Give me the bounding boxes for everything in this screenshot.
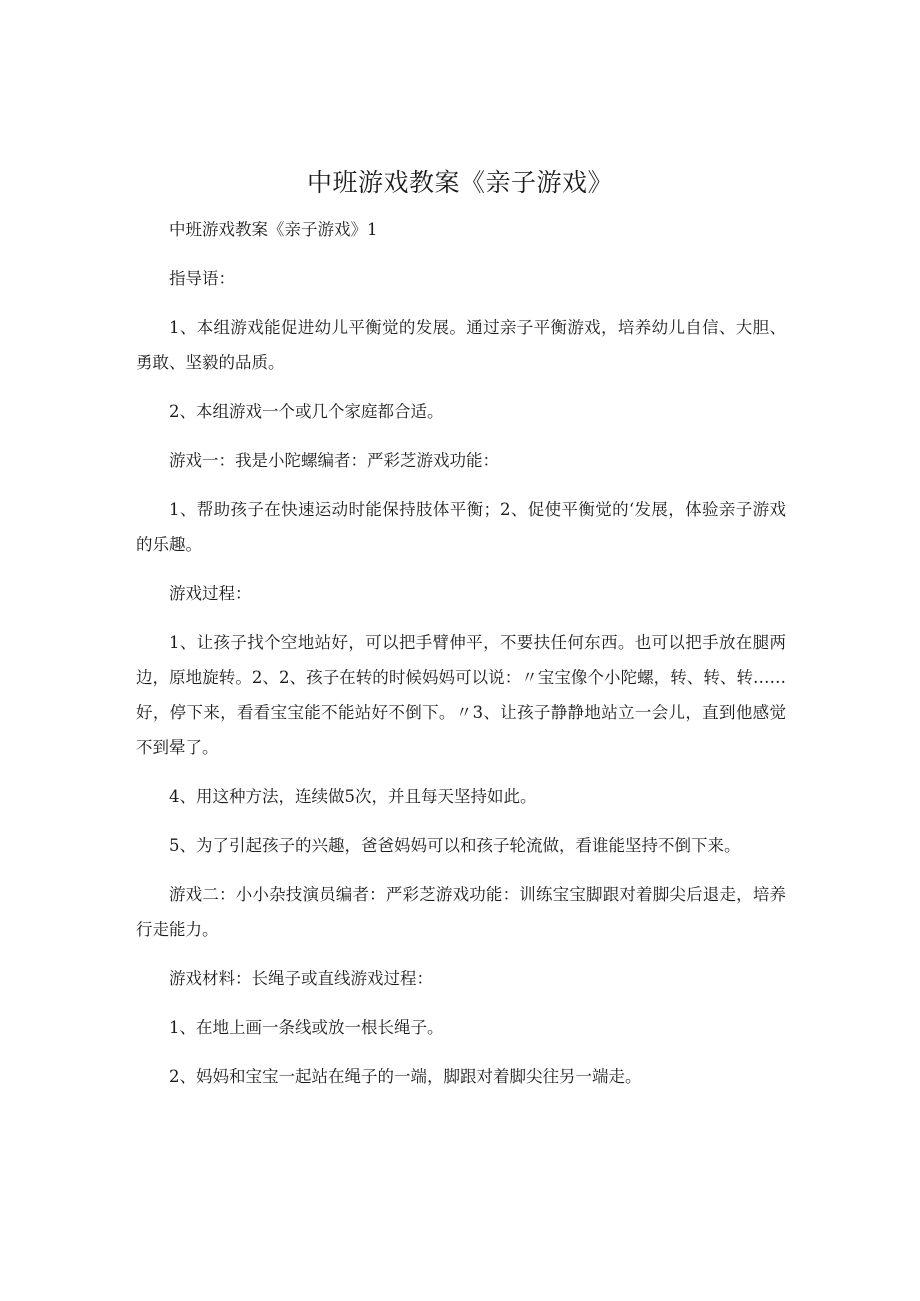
document-body <box>136 212 786 1108</box>
paragraph: 5、为了引起孩子的兴趣，爸爸妈妈可以和孩子轮流做，看谁能坚持不倒下来。 <box>169 836 741 855</box>
paragraph: 游戏过程： <box>169 584 252 603</box>
paragraph: 1、让孩子找个空地站好，可以把手臂伸平，不要扶任何东西。也可以把手放在腿两边，原地旋转。2、2、孩子在转的时候妈妈可以说：〃宝宝像个小陀螺，转、转、转……好，停下来，看看宝宝能不能站好不倒下。〃3、让孩子静静地站立一会儿，直到他感觉不到晕了。 <box>136 633 786 757</box>
paragraph: 指导语： <box>169 269 235 288</box>
paragraph: 游戏二：小小杂技演员编者：严彩芝游戏功能：训练宝宝脚跟对着脚尖后退走，培养行走能力。 <box>136 885 786 939</box>
paragraph: 1、在地上画一条线或放一根长绳子。 <box>169 1018 444 1037</box>
paragraph: 中班游戏教案《亲子游戏》1 <box>169 220 378 239</box>
paragraph: 游戏一：我是小陀螺编者：严彩芝游戏功能： <box>169 451 499 470</box>
paragraph: 游戏材料：长绳子或直线游戏过程： <box>169 969 433 988</box>
paragraph: 4、用这种方法，连续做5次，并且每天坚持如此。 <box>169 787 537 806</box>
paragraph: 1、帮助孩子在快速运动时能保持肢体平衡；2、促使平衡觉的‘发展，体验亲子游戏的乐趣。 <box>136 500 786 554</box>
document-title: 中班游戏教案《亲子游戏》 <box>306 168 613 197</box>
paragraph: 2、本组游戏一个或几个家庭都合适。 <box>169 402 444 421</box>
paragraph: 1、本组游戏能促进幼儿平衡觉的发展。通过亲子平衡游戏，培养幼儿自信、大胆、勇敢、坚毅的品质。 <box>136 318 786 372</box>
paragraph: 2、妈妈和宝宝一起站在绳子的一端，脚跟对着脚尖往另一端走。 <box>169 1067 642 1086</box>
